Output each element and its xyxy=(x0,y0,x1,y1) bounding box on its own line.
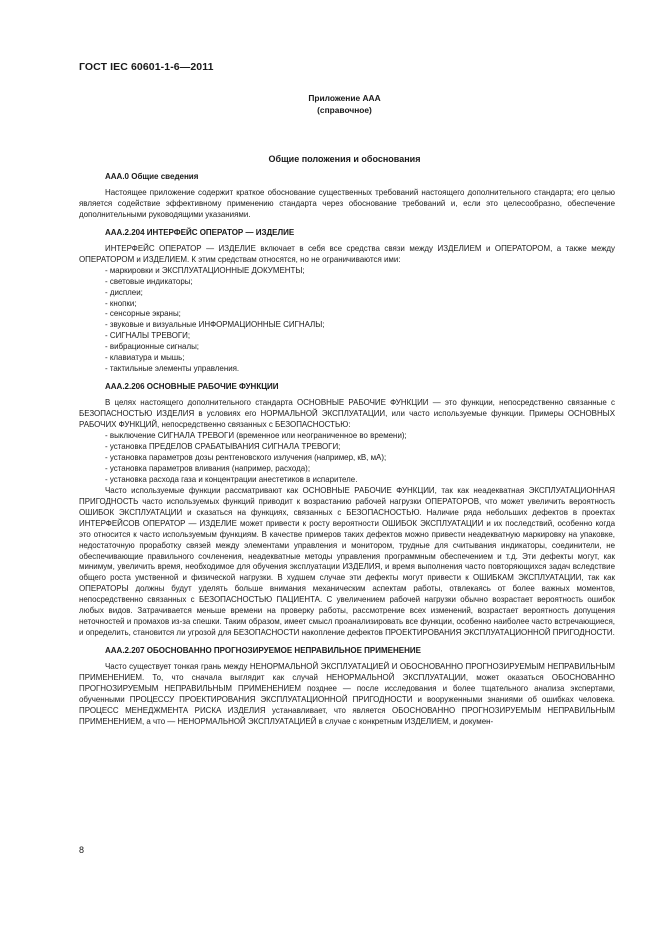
list-item: - выключение СИГНАЛА ТРЕВОГИ (временное или неограниченное во времени); xyxy=(105,431,407,441)
list-item: - световые индикаторы; xyxy=(105,276,193,286)
list-item: - СИГНАЛЫ ТРЕВОГИ; xyxy=(105,331,191,341)
paragraph: Часто существует тонкая грань между НЕНОРМАЛЬНОЙ ЭКСПЛУАТАЦИЕЙ И ОБОСНОВАННО ПРОГНОЗИРУЕМЫМ НЕПРАВИЛЬНЫМ ПРИМЕНЕНИЕМ. То, что сначала выглядит как случай НЕНОРМАЛЬНОЙ ЭКСПЛУАТАЦИИ, может оказаться ОБОСНОВАННО ПРОГНОЗИРУЕМЫМ НЕПРАВИЛЬНЫМ ПРИМЕНЕНИЕМ позднее — после исследования и более тщательного анализа экспертами, обученными ПРОЦЕССУ ПРОЕКТИРОВАНИЯ ЭКСПЛУАТАЦИОННОЙ ПРИГОДНОСТИ и вооруженными знаниями об ошибках человека. ПРОЦЕСС МЕНЕДЖМЕНТА РИСКА ИЗДЕЛИЯ устанавливает, что является ОБОСНОВАННО ПРОГНОЗИРУЕМЫМ НЕПРАВИЛЬНЫМ ПРИМЕНЕНИЕМ, а что — НЕНОРМАЛЬНОЙ ЭКСПЛУАТАЦИЕЙ в случае с конкретным ИЗДЕЛИЕМ, и докумен- xyxy=(79,662,615,726)
section-heading-aaa-2-206: AAA.2.206 ОСНОВНЫЕ РАБОЧИЕ ФУНКЦИИ xyxy=(105,382,279,392)
paragraph: ИНТЕРФЕЙС ОПЕРАТОР — ИЗДЕЛИЕ включает в себя все средства связи между ИЗДЕЛИЕМ и ОПЕРАТОРОМ, а также между ОПЕРАТОРОМ и ИЗДЕЛИЕМ. К этим средствам относятся, но не ограничиваются ими: xyxy=(79,243,615,264)
page-number: 8 xyxy=(79,845,85,855)
list-item: - клавиатура и мышь; xyxy=(105,353,185,363)
section-heading-aaa-2-207: AAA.2.207 ОБОСНОВАННО ПРОГНОЗИРУЕМОЕ НЕПРАВИЛЬНОЕ ПРИМЕНЕНИЕ xyxy=(105,646,421,656)
section-heading-aaa-2-204: AAA.2.204 ИНТЕРФЕЙС ОПЕРАТОР — ИЗДЕЛИЕ xyxy=(105,227,295,237)
appendix-heading xyxy=(0,92,661,116)
list-item: - сенсорные экраны; xyxy=(105,309,181,319)
appendix-title: Приложение AAA xyxy=(308,93,381,103)
appendix-subtitle: (справочное) xyxy=(317,105,372,115)
list-item: - установка параметров дозы рентгеновского излучения (например, кВ, мА); xyxy=(105,452,387,462)
paragraph: В целях настоящего дополнительного стандарта ОСНОВНЫЕ РАБОЧИЕ ФУНКЦИИ — это функции, непосредственно связанные с БЕЗОПАСНОСТЬЮ ИЗДЕЛИЯ в условиях его НОРМАЛЬНОЙ ЭКСПЛУАТАЦИИ, или часто используемые функции. Примеры ОСНОВНЫХ РАБОЧИХ ФУНКЦИЙ, непосредственно связанных с БЕЗОПАСНОСТЬЮ: xyxy=(79,398,615,430)
list-item: - установка параметров вливания (например, расхода); xyxy=(105,463,311,473)
list-item: - кнопки; xyxy=(105,298,137,308)
interface-means-list xyxy=(79,266,615,376)
list-item: - установка расхода газа и концентрации анестетиков в испарителе. xyxy=(105,474,358,484)
list-item: - маркировки и ЭКСПЛУАТАЦИОННЫЕ ДОКУМЕНТЫ; xyxy=(105,265,305,275)
standard-code: ГОСТ IEC 60601-1-6—2011 xyxy=(79,61,214,73)
paragraph: Часто используемые функции рассматривают как ОСНОВНЫЕ РАБОЧИЕ ФУНКЦИИ, так как неадекватная ЭКСПЛУАТАЦИОННАЯ ПРИГОДНОСТЬ часто используемых функций приводит к возрастанию рабочей нагрузки ОПЕРАТОРОВ, что может увеличить вероятность ОШИБОК ЭКСПЛУАТАЦИИ и сказаться на функциях, связанных с БЕЗОПАСНОСТЬЮ. Наличие ряда небольших дефектов в проектах ИНТЕРФЕЙСОВ ОПЕРАТОР — ИЗДЕЛИЕ может привести к росту вероятности ОШИБОК ЭКСПЛУАТАЦИИ и их последствий, особенно когда это относится к часто используемым функциям. В качестве примеров таких дефектов можно привести неадекватную маркировку на упаковке, недостаточную проработку связей между элементами управления и монитором, трудные для считывания индикаторы, соединители, не обеспечивающие правильного сочленения, неадекватные методы управления программным обеспечением и т.д. Эти дефекты могут, как минимум, увеличить время, необходимое для обучения эксплуатации ИЗДЕЛИЯ, и время выполнения часто повторяющихся задач вследствие общего роста умственной и физической нагрузки. В худшем случае эти дефекты могут привести к ОШИБКАМ ЭКСПЛУАТАЦИИ, так как ОПЕРАТОРЫ должны будут уделять больше внимания механическим аспектам работы, отвлекаясь от более важных моментов, непосредственно связанных с БЕЗОПАСНОСТЬЮ ПАЦИЕНТА. С увеличением рабочей нагрузки обычно возрастает вероятность ошибок любых видов. Затрачивается меньше времени на проверку работы, рассмотрение всех изменений, возрастает вероятность допущения неточностей и промахов из-за спешки. Таким образом, имеет смысл проанализировать все функции, особенно наиболее часто встречающиеся, и определить, становится ли угрозой для БЕЗОПАСНОСТИ накопление дефектов ПРОЕКТИРОВАНИЯ ЭКСПЛУАТАЦИОННОЙ ПРИГОДНОСТИ. xyxy=(79,485,615,638)
paragraph: Настоящее приложение содержит краткое обоснование существенных требований настоящего дополнительного стандарта; его целью является содействие эффективному применению стандарта через обоснование требований и, если это целесообразно, обеспечение дополнительными руководящими указаниями. xyxy=(79,187,615,219)
safety-functions-list xyxy=(79,431,615,486)
document-body xyxy=(79,172,615,728)
list-item: - звуковые и визуальные ИНФОРМАЦИОННЫЕ СИГНАЛЫ; xyxy=(105,320,325,330)
list-item: - дисплеи; xyxy=(105,287,143,297)
section-heading-aaa-0: AAA.0 Общие сведения xyxy=(105,172,199,181)
list-item: - вибрационные сигналы; xyxy=(105,342,199,352)
list-item: - установка ПРЕДЕЛОВ СРАБАТЫВАНИЯ СИГНАЛА ТРЕВОГИ; xyxy=(105,441,341,451)
section-title: Общие положения и обоснования xyxy=(268,154,421,164)
list-item: - тактильные элементы управления. xyxy=(105,364,240,374)
